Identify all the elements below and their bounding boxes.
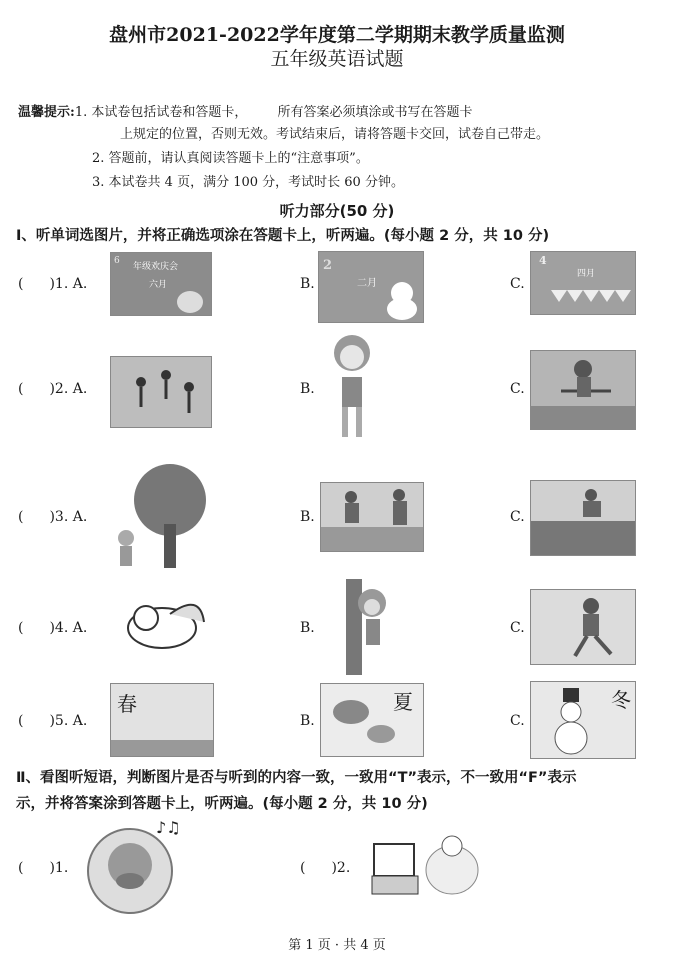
- s2-q2-label: ( )2.: [300, 860, 351, 876]
- q5-b-image: [320, 683, 424, 757]
- q3-b-image: [320, 482, 424, 552]
- notice-block: [18, 104, 473, 122]
- q2-b-image: [320, 327, 384, 447]
- q1-a-image: 6 年级欢庆会 六月: [110, 252, 212, 316]
- q1-c-label: C.: [510, 276, 525, 292]
- summer-char: 夏: [393, 690, 413, 714]
- q2-c-label: C.: [510, 381, 525, 397]
- q2-c-image: [530, 350, 636, 430]
- q1-b-image: 2 二月: [318, 251, 424, 323]
- q4-label: ( )4. A.: [18, 620, 88, 636]
- notice-line3: 3. 本试卷共 4 页，满分 100 分，考试时长 60 分钟。: [92, 175, 404, 190]
- q3-c-label: C.: [510, 509, 525, 525]
- q4-a-image: [110, 592, 212, 662]
- q2-label: ( )2. A.: [18, 381, 88, 397]
- q4-c-image: [530, 589, 636, 665]
- section1-heading: Ⅰ、听单词选图片，并将正确选项涂在答题卡上，听两遍。(每小题 2 分，共 10 分): [16, 228, 550, 244]
- exam-title: 盘州市2021-2022学年度第二学期期末教学质量监测: [109, 24, 565, 46]
- section2-heading-line2: 示，并将答案涂到答题卡上，听两遍。(每小题 2 分，共 10 分): [16, 796, 428, 812]
- s2-q2-image: [370, 822, 482, 898]
- q3-a-image: [110, 460, 214, 570]
- winter-char: 冬: [611, 688, 631, 712]
- q4-c-label: C.: [510, 620, 525, 636]
- q5-a-image: [110, 683, 214, 757]
- svg-text:♪♫: ♪♫: [156, 818, 181, 837]
- section2-heading-line1: Ⅱ、看图听短语，判断图片是否与听到的内容一致，一致用“T”表示，不一致用“F”表示: [16, 770, 577, 786]
- q5-label: ( )5. A.: [18, 713, 88, 729]
- notice-line1c: 上规定的位置，否则无效。考试结束后，请将答题卡交回，试卷自己带走。: [120, 127, 550, 142]
- q1-c-image: 4 四月: [530, 251, 636, 315]
- q5-b-label: B.: [300, 713, 315, 729]
- q1-b-label: B.: [300, 276, 315, 292]
- q3-label: ( )3. A.: [18, 509, 88, 525]
- spring-char: 春: [117, 692, 137, 716]
- s2-q1-image: [86, 815, 186, 919]
- q4-b-image: [340, 579, 394, 675]
- exam-subtitle: 五年级英语试题: [270, 48, 404, 70]
- q3-c-image: [530, 480, 636, 556]
- q2-b-label: B.: [300, 381, 315, 397]
- notice-line1a: 1. 本试卷包括试卷和答题卡，: [74, 105, 248, 120]
- page-footer: 第 1 页 · 共 4 页: [288, 938, 386, 953]
- notice-line2: 2. 答题前，请认真阅读答题卡上的“注意事项”。: [92, 151, 369, 166]
- notice-label: 温馨提示:: [18, 105, 75, 120]
- s2-q1-label: ( )1.: [18, 860, 69, 876]
- q3-b-label: B.: [300, 509, 315, 525]
- q5-c-image: [530, 681, 636, 759]
- listening-title: 听力部分(50 分): [279, 202, 395, 220]
- q1-label: ( )1. A.: [18, 276, 88, 292]
- q2-a-image: [110, 356, 212, 428]
- q4-b-label: B.: [300, 620, 315, 636]
- q5-c-label: C.: [510, 713, 525, 729]
- notice-line1b: 所有答案必须填涂或书写在答题卡: [277, 105, 473, 120]
